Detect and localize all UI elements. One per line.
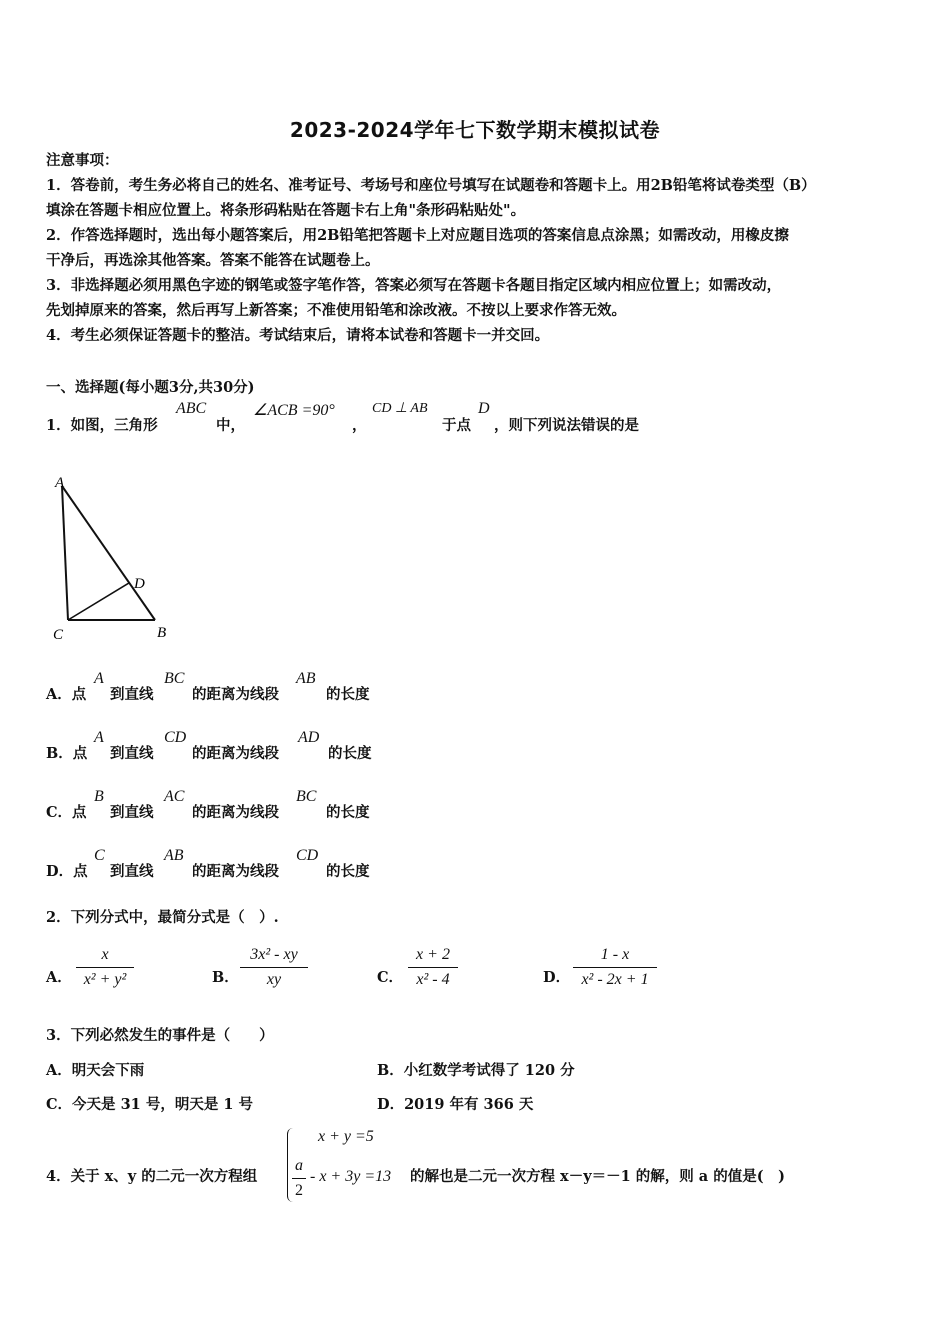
option-math: AB <box>296 670 316 687</box>
notice-line: 1．答卷前，考生务必将自己的姓名、准考证号、考场号和座位号填写在试题卷和答题卡上。用2B铅笔将试卷类型（B） <box>46 177 816 194</box>
option-math: B <box>94 788 104 805</box>
section-heading: 一、选择题(每小题3分,共30分) <box>46 379 255 396</box>
page-title: 2023-2024学年七下数学期末模拟试卷 <box>289 118 661 142</box>
numerator: 3x² - xy <box>250 946 298 963</box>
notice-line: 3．非选择题必须用黑色字迹的钢笔或签字笔作答，答案必须写在答题卡各题目指定区域内相应位置上；如需改动， <box>46 277 782 294</box>
option-text: 到直线 <box>110 863 154 880</box>
q1-math: D <box>478 400 490 417</box>
fraction-bar <box>292 1178 306 1179</box>
option-text: 的长度 <box>328 745 372 762</box>
q1-text: ， <box>352 417 367 434</box>
q1-text: 1．如图，三角形 <box>46 417 158 434</box>
option-label: B． <box>212 969 239 986</box>
q1-text: 于点 <box>442 417 471 434</box>
segment-cd <box>68 583 129 620</box>
label-c: C <box>53 627 64 643</box>
notice-line: 2．作答选择题时，选出每小题答案后，用2B铅笔把答题卡上对应题目选项的答案信息点涂黑；如需改动，用橡皮擦 <box>46 227 789 244</box>
q1-math: CD ⊥ AB <box>372 401 428 416</box>
notice-line: 先划掉原来的答案，然后再写上新答案；不准使用铅笔和涂改液。不按以上要求作答无效。 <box>46 302 626 319</box>
fraction <box>76 944 134 991</box>
denominator: x² - 2x + 1 <box>581 971 649 988</box>
option-text: 的距离为线段 <box>192 745 279 762</box>
option-text: 到直线 <box>110 804 154 821</box>
option-math: AB <box>164 847 184 864</box>
option-math: BC <box>296 788 317 805</box>
q3-option-c[interactable]: C．今天是 31 号，明天是 1 号 <box>46 1096 253 1113</box>
q4-equation-1: x + y =5 <box>318 1128 374 1145</box>
denominator: x² + y² <box>83 971 127 988</box>
option-math: A <box>94 670 104 687</box>
fraction <box>240 944 308 991</box>
option-math: C <box>94 847 105 864</box>
notice-heading: 注意事项： <box>46 152 119 169</box>
option-text: 的距离为线段 <box>192 863 279 880</box>
fraction <box>573 944 657 991</box>
option-text: 到直线 <box>110 745 154 762</box>
fraction <box>408 944 458 991</box>
fraction-bar <box>408 967 458 968</box>
q1-text: ，则下列说法错误的是 <box>494 417 639 434</box>
denominator: x² - 4 <box>416 971 450 988</box>
option-label: C． <box>377 969 404 986</box>
numerator: a <box>295 1157 303 1174</box>
q3-option-b[interactable]: B．小红数学考试得了 120 分 <box>377 1062 575 1079</box>
option-text: 的距离为线段 <box>192 686 279 703</box>
option-text: 的距离为线段 <box>192 804 279 821</box>
option-math: CD <box>296 847 319 864</box>
triangle-diagram <box>40 468 190 648</box>
label-d: D <box>134 576 145 592</box>
denominator: 2 <box>295 1182 303 1199</box>
option-math: A <box>94 729 104 746</box>
numerator: 1 - x <box>600 946 630 963</box>
option-label: D．点 <box>46 863 88 880</box>
option-math: AD <box>298 729 320 746</box>
option-math: BC <box>164 670 185 687</box>
option-label: D． <box>543 969 571 986</box>
notice-line: 干净后，再选涂其他答案。答案不能答在试题卷上。 <box>46 252 380 269</box>
fraction-bar <box>573 967 657 968</box>
q3-stem: 3．下列必然发生的事件是（ ） <box>46 1027 274 1044</box>
notice-line: 填涂在答题卡相应位置上。将条形码粘贴在答题卡右上角"条形码粘贴处"。 <box>46 202 526 219</box>
side-ab <box>62 486 155 620</box>
q4-text: 4．关于 x、y 的二元一次方程组 <box>46 1168 258 1185</box>
q1-text: 中， <box>216 417 245 434</box>
triangle-figure <box>40 468 190 648</box>
option-text: 到直线 <box>110 686 154 703</box>
fraction <box>292 1155 306 1202</box>
fraction-bar <box>240 967 308 968</box>
option-text: 的长度 <box>326 863 370 880</box>
option-math: AC <box>164 788 185 805</box>
numerator: x + 2 <box>416 946 450 963</box>
q3-option-d[interactable]: D．2019 年有 366 天 <box>377 1096 534 1113</box>
option-math: CD <box>164 729 187 746</box>
label-b: B <box>157 625 167 641</box>
q3-option-a[interactable]: A．明天会下雨 <box>46 1062 145 1079</box>
fraction-bar <box>76 967 134 968</box>
q2-stem: 2．下列分式中，最简分式是（ ）. <box>46 909 279 926</box>
numerator: x <box>101 946 109 963</box>
q1-math: ABC <box>176 400 207 417</box>
option-text: 的长度 <box>326 686 370 703</box>
option-label: B．点 <box>46 745 88 762</box>
q4-equation-2: - x + 3y =13 <box>310 1168 392 1185</box>
q4-text: 的解也是二元一次方程 x－y＝－1 的解，则 a 的值是( ) <box>410 1168 785 1185</box>
side-ac <box>62 486 68 620</box>
option-label: A． <box>46 969 72 986</box>
option-text: 的长度 <box>326 804 370 821</box>
option-label: A．点 <box>46 686 87 703</box>
denominator: xy <box>266 971 282 988</box>
label-a: A <box>55 475 65 491</box>
q1-math: ∠ACB =90° <box>253 402 335 419</box>
notice-line: 4．考生必须保证答题卡的整洁。考试结束后，请将本试卷和答题卡一并交回。 <box>46 327 550 344</box>
option-label: C．点 <box>46 804 87 821</box>
